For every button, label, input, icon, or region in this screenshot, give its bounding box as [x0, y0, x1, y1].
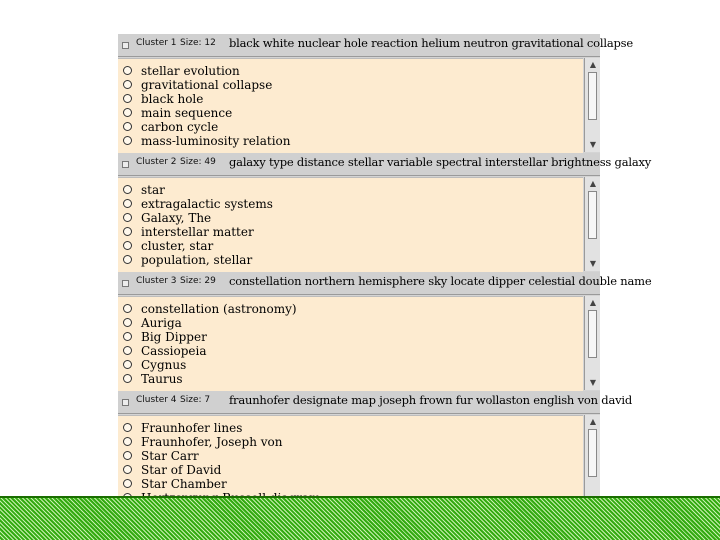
list-item[interactable]: [118, 134, 583, 148]
document-list: [118, 177, 583, 272]
scrollbar-thumb[interactable]: [588, 429, 597, 477]
item-title: black hole: [141, 92, 204, 106]
cluster-panel: [118, 34, 633, 152]
radio-button[interactable]: [123, 374, 132, 383]
radio-button[interactable]: [123, 80, 132, 89]
list-item[interactable]: [118, 477, 583, 491]
cluster-size: Size: 29: [180, 276, 216, 286]
scrollbar[interactable]: [584, 177, 600, 271]
radio-button[interactable]: [123, 332, 132, 341]
document-list: [118, 58, 583, 153]
list-item[interactable]: [118, 183, 583, 197]
radio-button[interactable]: [123, 304, 132, 313]
cluster-panel: [118, 153, 652, 271]
cluster-browser-window: [118, 34, 652, 504]
list-item[interactable]: [118, 449, 583, 463]
cluster-label: Cluster 1: [136, 38, 177, 48]
document-list: [118, 296, 583, 391]
cluster-keywords: constellation northern hemisphere sky locate dipper celestial double name: [229, 274, 652, 288]
cluster-size: Size: 49: [180, 157, 216, 167]
scrollbar[interactable]: [584, 415, 600, 509]
green-footer-bar: [0, 496, 720, 540]
list-item[interactable]: [118, 421, 583, 435]
item-title: constellation (astronomy): [141, 302, 297, 316]
item-title: interstellar matter: [141, 225, 254, 239]
item-title: Fraunhofer lines: [141, 421, 243, 435]
item-title: stellar evolution: [141, 64, 240, 78]
cluster-keywords: black white nuclear hole reaction helium neutron gravitational collapse: [229, 36, 633, 50]
item-title: Fraunhofer, Joseph von: [141, 435, 283, 449]
cluster-header[interactable]: [118, 391, 633, 414]
list-item[interactable]: [118, 120, 583, 134]
item-title: population, stellar: [141, 253, 253, 267]
radio-button[interactable]: [123, 241, 132, 250]
radio-button[interactable]: [123, 66, 132, 75]
arrow-up-icon[interactable]: ▲: [589, 417, 597, 426]
list-item[interactable]: [118, 225, 583, 239]
list-item[interactable]: [118, 64, 583, 78]
list-item[interactable]: [118, 330, 583, 344]
radio-button[interactable]: [123, 213, 132, 222]
item-title: Galaxy, The: [141, 211, 212, 225]
list-item[interactable]: [118, 344, 583, 358]
arrow-up-icon[interactable]: ▲: [589, 298, 597, 307]
item-title: extragalactic systems: [141, 197, 273, 211]
radio-button[interactable]: [123, 360, 132, 369]
cluster-size: Size: 7: [180, 395, 211, 405]
radio-button[interactable]: [123, 318, 132, 327]
cluster-header[interactable]: [118, 153, 652, 176]
arrow-down-icon[interactable]: ▼: [589, 378, 597, 387]
item-title: Auriga: [141, 316, 182, 330]
scrollbar-thumb[interactable]: [588, 191, 597, 239]
radio-button[interactable]: [123, 185, 132, 194]
list-item[interactable]: [118, 358, 583, 372]
item-title: cluster, star: [141, 239, 214, 253]
radio-button[interactable]: [123, 94, 132, 103]
scrollbar-thumb[interactable]: [588, 310, 597, 358]
list-item[interactable]: [118, 463, 583, 477]
radio-button[interactable]: [123, 451, 132, 460]
list-item[interactable]: [118, 253, 583, 267]
list-item[interactable]: [118, 106, 583, 120]
cluster-size: Size: 12: [180, 38, 216, 48]
item-title: main sequence: [141, 106, 233, 120]
list-item[interactable]: [118, 372, 583, 386]
collapse-toggle[interactable]: [122, 161, 129, 168]
radio-button[interactable]: [123, 108, 132, 117]
item-title: carbon cycle: [141, 120, 219, 134]
arrow-down-icon[interactable]: ▼: [589, 259, 597, 268]
radio-button[interactable]: [123, 346, 132, 355]
cluster-label: Cluster 2: [136, 157, 177, 167]
cluster-label: Cluster 3: [136, 276, 177, 286]
cluster-header[interactable]: [118, 34, 633, 57]
cluster-keywords: galaxy type distance stellar variable spectral interstellar brightness galaxy: [229, 155, 652, 169]
scrollbar[interactable]: [584, 296, 600, 390]
cluster-header[interactable]: [118, 272, 652, 295]
item-title: Cygnus: [141, 358, 187, 372]
item-title: Taurus: [141, 372, 183, 386]
list-item[interactable]: [118, 435, 583, 449]
radio-button[interactable]: [123, 255, 132, 264]
list-item[interactable]: [118, 302, 583, 316]
radio-button[interactable]: [123, 136, 132, 145]
arrow-down-icon[interactable]: ▼: [589, 140, 597, 149]
cluster-keywords: fraunhofer designate map joseph frown fur wollaston english von david: [229, 393, 633, 407]
arrow-up-icon[interactable]: ▲: [589, 60, 597, 69]
collapse-toggle[interactable]: [122, 399, 129, 406]
radio-button[interactable]: [123, 122, 132, 131]
item-title: Cassiopeia: [141, 344, 207, 358]
collapse-toggle[interactable]: [122, 42, 129, 49]
list-item[interactable]: [118, 239, 583, 253]
item-title: Star Carr: [141, 449, 199, 463]
cluster-panel: [118, 272, 652, 390]
scrollbar[interactable]: [584, 58, 600, 152]
item-title: gravitational collapse: [141, 78, 273, 92]
list-item[interactable]: [118, 92, 583, 106]
radio-button[interactable]: [123, 423, 132, 432]
list-item[interactable]: [118, 211, 583, 225]
radio-button[interactable]: [123, 227, 132, 236]
item-title: mass-luminosity relation: [141, 134, 291, 148]
scrollbar-thumb[interactable]: [588, 72, 597, 120]
cluster-label: Cluster 4: [136, 395, 177, 405]
list-item[interactable]: [118, 316, 583, 330]
item-title: Big Dipper: [141, 330, 207, 344]
radio-button[interactable]: [123, 437, 132, 446]
radio-button[interactable]: [123, 465, 132, 474]
collapse-toggle[interactable]: [122, 280, 129, 287]
item-title: star: [141, 183, 165, 197]
arrow-up-icon[interactable]: ▲: [589, 179, 597, 188]
item-title: Star of David: [141, 463, 222, 477]
cluster-panel: [118, 391, 633, 509]
radio-button[interactable]: [123, 199, 132, 208]
radio-button[interactable]: [123, 479, 132, 488]
item-title: Star Chamber: [141, 477, 227, 491]
list-item[interactable]: [118, 78, 583, 92]
list-item[interactable]: [118, 197, 583, 211]
